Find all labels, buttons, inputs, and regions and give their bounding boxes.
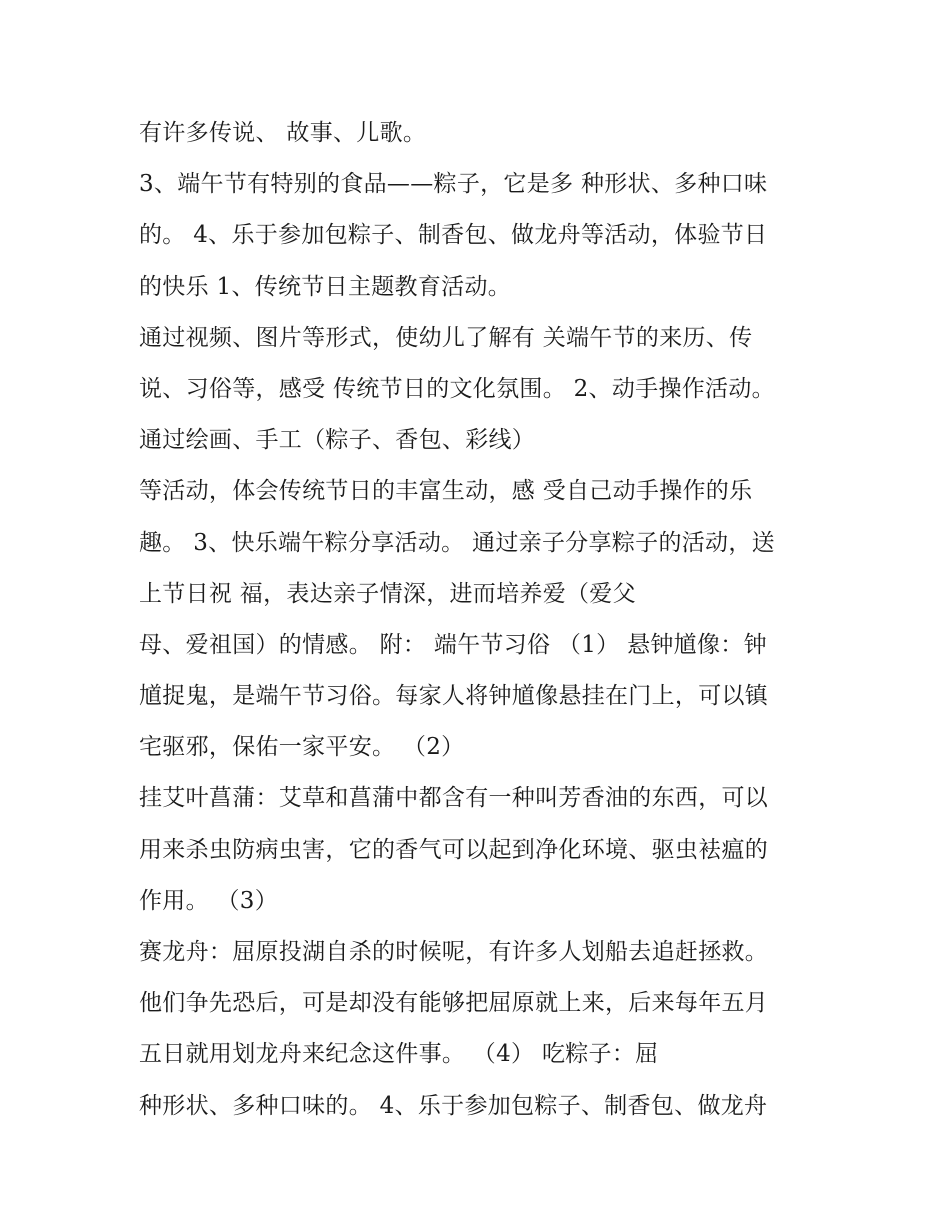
text-line: 有许多传说、 故事、儿歌。: [139, 120, 427, 146]
text-line: 等活动，体会传统节日的丰富生动，感 受自己动手操作的乐: [139, 478, 753, 505]
text-line: 用来杀虫防病虫害，它的香气可以起到净化环境、驱虫袪瘟的: [139, 836, 769, 863]
text-line: 种形状、多种口味的。 4、乐于参加包粽子、制香包、做龙舟: [139, 1092, 768, 1119]
text-line: 赛龙舟：屈原投湖自杀的时候呢，有许多人划船去追赶拯救。: [139, 939, 769, 965]
text-line: 3、端午节有特别的食品——粽子，它是多 种形状、多种口味: [139, 171, 768, 198]
text-line: 上节日祝 福，表达亲子情深，进而培养爱（爱父: [139, 580, 636, 607]
text-line: 馗捉鬼，是端午节习俗。每家人将钟馗像悬挂在门上，可以镇: [139, 683, 769, 710]
text-line: 通过绘画、手工（粽子、香包、彩线）: [139, 427, 536, 454]
text-line: 宅驱邪，保佑一家平安。 （2）: [139, 734, 465, 761]
text-line: 趣。 3、快乐端午粽分享活动。 通过亲子分享粽子的活动，送: [139, 529, 775, 556]
text-line: 五日就用划龙舟来纪念这件事。 （4） 吃粽子：屈: [139, 1041, 659, 1068]
text-line: 的。 4、乐于参加包粽子、制香包、做龙舟等活动，体验节日: [139, 222, 768, 249]
text-line: 的快乐 1、传统节日主题教育活动。: [139, 273, 512, 300]
text-line: 说、习俗等，感受 传统节日的文化氛围。 2、动手操作活动。: [139, 375, 775, 402]
body-text: [139, 108, 829, 1132]
text-line: 他们争先恐后，可是却没有能够把屈原就上来，后来每年五月: [139, 990, 769, 1017]
text-line: 通过视频、图片等形式，使幼儿了解有 关端午节的来历、传: [139, 324, 753, 351]
text-line: 挂艾叶菖蒲：艾草和菖蒲中都含有一种叫芳香油的东西，可以: [139, 785, 769, 812]
text-line: 作用。 （3）: [139, 887, 279, 914]
text-line: 母、爱祖国）的情感。 附： 端午节习俗 （1） 悬钟馗像：钟: [139, 631, 767, 658]
